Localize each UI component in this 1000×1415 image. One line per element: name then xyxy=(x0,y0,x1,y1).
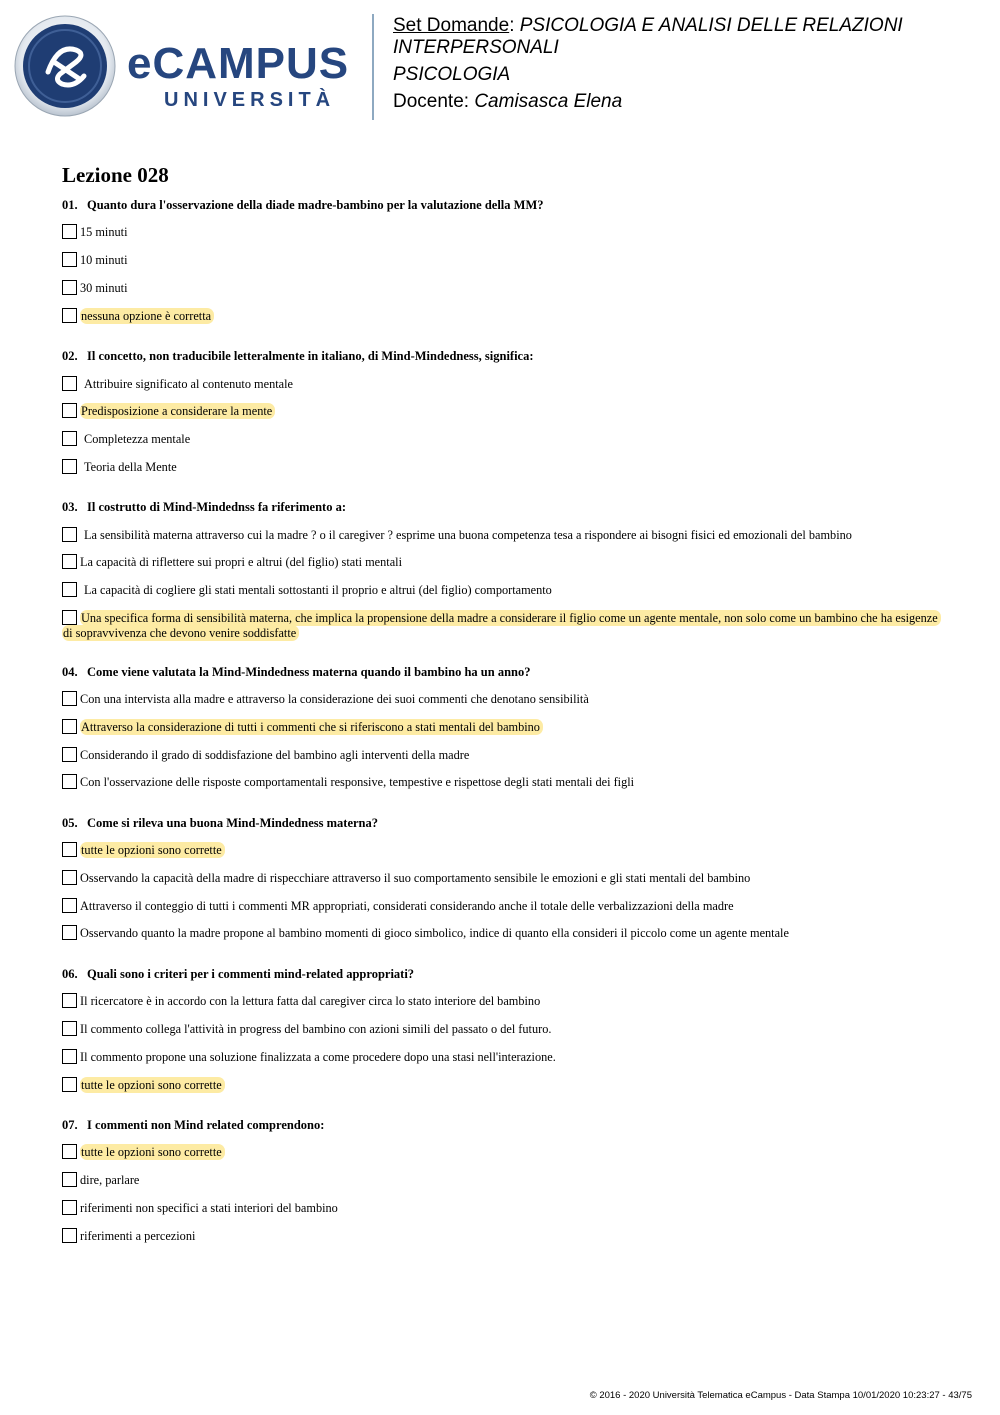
answer-checkbox[interactable] xyxy=(62,280,77,295)
answer-option[interactable] xyxy=(62,691,942,707)
answer-option[interactable] xyxy=(62,925,942,941)
answer-checkbox[interactable] xyxy=(62,554,77,569)
answer-option[interactable] xyxy=(62,224,942,240)
option-text-highlighted: tutte le opzioni sono corrette xyxy=(80,1144,225,1160)
option-text: Il ricercatore è in accordo con la lettura fatta dal caregiver circa lo stato interiore del bambino xyxy=(80,994,541,1008)
option-text: riferimenti a percezioni xyxy=(80,1229,196,1243)
question-title xyxy=(62,967,942,982)
option-text: Considerando il grado di soddisfazione del bambino agli interventi della madre xyxy=(80,748,470,762)
question-text: Il concetto, non traducibile letteralmente in italiano, di Mind-Mindedness, significa: xyxy=(87,349,534,363)
answer-checkbox[interactable] xyxy=(62,691,77,706)
answer-checkbox[interactable] xyxy=(62,308,77,323)
option-text: 10 minuti xyxy=(80,253,128,267)
question-title xyxy=(62,349,942,364)
question-text: Come si rileva una buona Mind-Mindedness materna? xyxy=(87,816,378,830)
question-number: 01. xyxy=(62,198,78,212)
option-text: La capacità di riflettere sui propri e altrui (del figlio) stati mentali xyxy=(80,555,402,569)
option-text: dire, parlare xyxy=(80,1173,140,1187)
option-text: Attribuire significato al contenuto mentale xyxy=(84,377,293,391)
option-text-highlighted: tutte le opzioni sono corrette xyxy=(80,1077,225,1093)
answer-option[interactable] xyxy=(62,747,942,763)
answer-checkbox[interactable] xyxy=(62,774,77,789)
option-text: Attraverso il conteggio di tutti i commenti MR appropriati, considerati considerando anche il totale delle verbalizzazioni della madre xyxy=(80,899,734,913)
ecampus-logo xyxy=(14,14,359,120)
question-title xyxy=(62,198,942,213)
answer-option[interactable] xyxy=(62,280,942,296)
question-text: Il costrutto di Mind-Mindednss fa riferimento a: xyxy=(87,500,347,514)
answer-checkbox[interactable] xyxy=(62,925,77,940)
answer-checkbox[interactable] xyxy=(62,1144,77,1159)
option-text: riferimenti non specifici a stati interiori del bambino xyxy=(80,1201,338,1215)
answer-option-correct[interactable] xyxy=(62,1144,942,1160)
teacher-line xyxy=(393,91,983,113)
question-text: I commenti non Mind related comprendono: xyxy=(87,1118,325,1132)
answer-checkbox[interactable] xyxy=(62,993,77,1008)
question-text: Quanto dura l'osservazione della diade madre-bambino per la valutazione della MM? xyxy=(87,198,544,212)
answer-option[interactable] xyxy=(62,431,942,447)
teacher-label: Docente: xyxy=(393,91,475,112)
question-title xyxy=(62,500,942,515)
answer-checkbox[interactable] xyxy=(62,719,77,734)
option-text: Teoria della Mente xyxy=(84,460,177,474)
answer-option-correct[interactable] xyxy=(62,1077,942,1093)
answer-option[interactable] xyxy=(62,1172,942,1188)
option-text: Con l'osservazione delle risposte comportamentali responsive, tempestive e rispettose degli stati mentali dei figli xyxy=(80,775,635,789)
header-divider xyxy=(372,14,374,120)
option-text: La capacità di cogliere gli stati mentali sottostanti il proprio e altrui (del figlio) comportamento xyxy=(84,583,552,597)
answer-option[interactable] xyxy=(62,1200,942,1216)
answer-option[interactable] xyxy=(62,993,942,1009)
option-text: Osservando la capacità della madre di rispecchiare attraverso il suo comportamento sensibile le emozioni e gli stati mentali del bambino xyxy=(80,871,751,885)
answer-option[interactable] xyxy=(62,252,942,268)
option-text: Il commento collega l'attività in progress del bambino con azioni simili del passato o del futuro. xyxy=(80,1022,552,1036)
answer-option[interactable] xyxy=(62,774,942,790)
answer-option[interactable] xyxy=(62,1021,942,1037)
option-text-highlighted: nessuna opzione è corretta xyxy=(80,308,214,324)
answer-checkbox[interactable] xyxy=(62,1021,77,1036)
answer-checkbox[interactable] xyxy=(62,870,77,885)
answer-checkbox[interactable] xyxy=(62,582,77,597)
answer-option[interactable] xyxy=(62,870,942,886)
lesson-title: Lezione 028 xyxy=(62,163,169,187)
question-number: 03. xyxy=(62,500,78,514)
logo-main-text: eCAMPUS xyxy=(127,39,350,88)
question-number: 06. xyxy=(62,967,78,981)
answer-checkbox[interactable] xyxy=(62,459,77,474)
logo-sub-text: UNIVERSITÀ xyxy=(164,89,336,111)
option-text: Osservando quanto la madre propone al bambino momenti di gioco simbolico, indice di quanto ella consideri il piccolo come un agente mentale xyxy=(80,926,789,940)
answer-checkbox[interactable] xyxy=(62,376,77,391)
answer-checkbox[interactable] xyxy=(62,610,77,625)
question-title xyxy=(62,665,942,680)
answer-checkbox[interactable] xyxy=(62,1200,77,1215)
question-number: 07. xyxy=(62,1118,78,1132)
answer-checkbox[interactable] xyxy=(62,527,77,542)
option-text: La sensibilità materna attraverso cui la madre ? o il caregiver ? esprime una buona competenza tesa a rispondere ai bisogni fisici ed emozionali del bambino xyxy=(84,528,852,542)
option-text-highlighted: Attraverso la considerazione di tutti i commenti che si riferiscono a stati mentali del bambino xyxy=(80,719,543,735)
answer-checkbox[interactable] xyxy=(62,1077,77,1092)
set-label: Set Domande xyxy=(393,15,510,36)
answer-option-correct[interactable] xyxy=(62,842,942,858)
answer-option[interactable] xyxy=(62,1049,942,1065)
header-info xyxy=(393,15,983,113)
answer-option[interactable] xyxy=(62,527,942,543)
page-header xyxy=(0,0,1000,130)
answer-option-correct[interactable] xyxy=(62,308,942,324)
option-text-highlighted: Predisposizione a considerare la mente xyxy=(80,403,275,419)
option-text: 15 minuti xyxy=(80,225,128,239)
answer-option[interactable] xyxy=(62,1228,942,1244)
answer-checkbox[interactable] xyxy=(62,252,77,267)
option-text-highlighted: Una specifica forma di sensibilità materna, che implica la propensione della madre a considerare il figlio come un agente mentale, non solo come un bambino che ha esigenze di sopravvivenza che devono venire soddisfatte xyxy=(62,610,941,641)
course-title: PSICOLOGIA E ANALISI DELLE RELAZIONI INTERPERSONALI xyxy=(393,15,903,58)
answer-checkbox[interactable] xyxy=(62,403,77,418)
teacher-name: Camisasca Elena xyxy=(474,91,623,112)
answer-option-correct[interactable] xyxy=(62,403,942,419)
answer-option-correct[interactable] xyxy=(62,610,942,641)
question-number: 04. xyxy=(62,665,78,679)
option-text: Completezza mentale xyxy=(84,432,191,446)
option-text: 30 minuti xyxy=(80,281,128,295)
question-number: 05. xyxy=(62,816,78,830)
answer-option-correct[interactable] xyxy=(62,719,942,735)
set-separator: : xyxy=(509,15,520,36)
answer-checkbox[interactable] xyxy=(62,224,77,239)
answer-checkbox[interactable] xyxy=(62,1172,77,1187)
answer-checkbox[interactable] xyxy=(62,431,77,446)
question-text: Come viene valutata la Mind-Mindedness materna quando il bambino ha un anno? xyxy=(87,665,531,679)
course-line xyxy=(393,15,983,59)
subject: PSICOLOGIA xyxy=(393,64,511,85)
question-text: Quali sono i criteri per i commenti mind-related appropriati? xyxy=(87,967,415,981)
answer-checkbox[interactable] xyxy=(62,1049,77,1064)
answer-option[interactable] xyxy=(62,376,942,392)
answer-option[interactable] xyxy=(62,582,942,598)
question-number: 02. xyxy=(62,349,78,363)
question-title xyxy=(62,1118,942,1133)
answer-option[interactable] xyxy=(62,554,942,570)
answer-checkbox[interactable] xyxy=(62,898,77,913)
answer-option[interactable] xyxy=(62,898,942,914)
option-text: Il commento propone una soluzione finalizzata a come procedere dopo una stasi nell'interazione. xyxy=(80,1050,556,1064)
answer-checkbox[interactable] xyxy=(62,747,77,762)
option-text-highlighted: tutte le opzioni sono corrette xyxy=(80,842,225,858)
answer-checkbox[interactable] xyxy=(62,842,77,857)
page-footer: © 2016 - 2020 Università Telematica eCampus - Data Stampa 10/01/2020 10:23:27 - 43/75 xyxy=(589,1390,972,1401)
question-title xyxy=(62,816,942,831)
option-text: Con una intervista alla madre e attraverso la considerazione dei suoi commenti che denotano sensibilità xyxy=(80,692,589,706)
answer-option[interactable] xyxy=(62,459,942,475)
answer-checkbox[interactable] xyxy=(62,1228,77,1243)
